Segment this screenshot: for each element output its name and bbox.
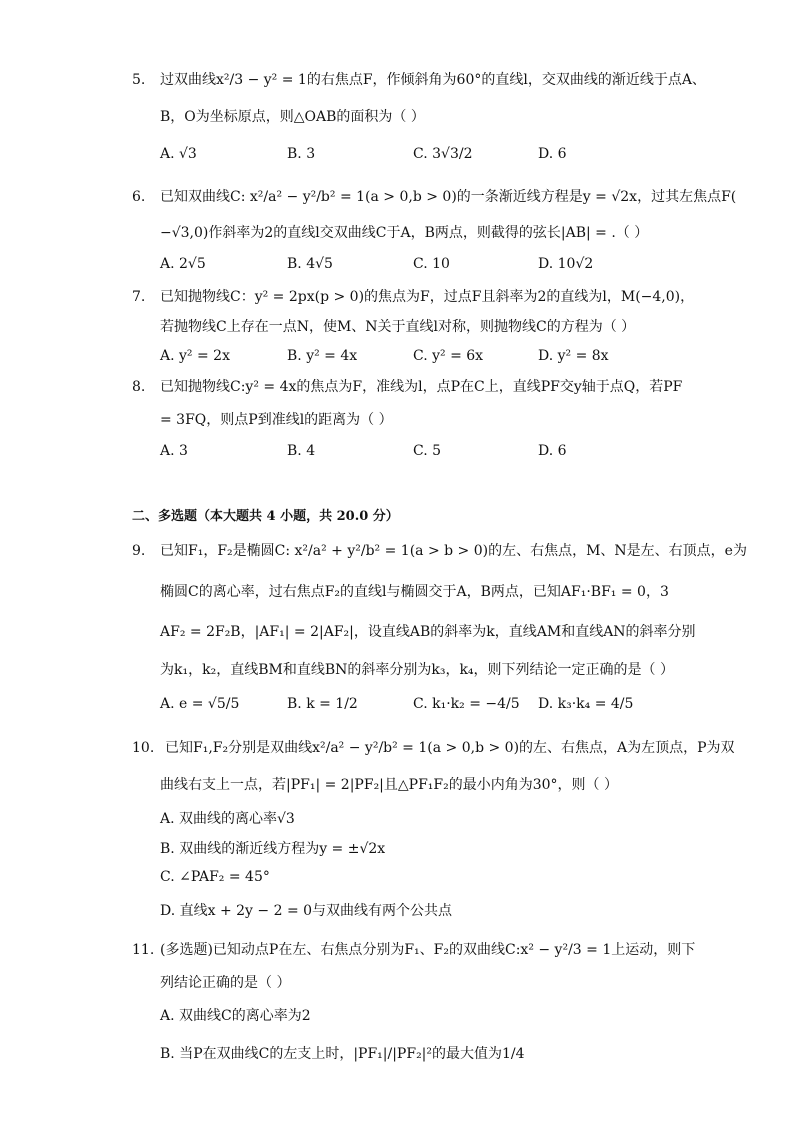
- question-7-option-c: C. y² = 6x: [413, 348, 484, 364]
- question-8-option-b: B. 4: [287, 443, 316, 459]
- question-11-option-a: A. 双曲线C的离心率为2: [160, 1008, 311, 1024]
- question-8-number: 8.: [132, 379, 146, 395]
- question-8-option-d: D. 6: [538, 443, 567, 459]
- question-7-line-2: 若抛物线C上存在一点N，使M、N关于直线l对称，则抛物线C的方程为（ ）: [160, 319, 636, 335]
- question-6-option-c: C. 10: [413, 256, 450, 272]
- question-5-line-1: 过双曲线x²/3 − y² = 1的右焦点F，作倾斜角为60°的直线l，交双曲线的渐近线于点A、: [160, 72, 706, 88]
- question-9-option-d: D. k₃·k₄ = 4/5: [538, 696, 634, 712]
- question-7-option-b: B. y² = 4x: [287, 348, 358, 364]
- question-9-number: 9.: [132, 543, 146, 559]
- question-11-line-1: (多选题)已知动点P在左、右焦点分别为F₁、F₂的双曲线C:x² − y²/3 = 1上运动，则下: [160, 942, 696, 958]
- question-9-option-a: A. e = √5/5: [160, 696, 240, 712]
- question-9-line-2: 椭圆C的离心率，过右焦点F₂的直线l与椭圆交于A，B两点，已知AF₁·BF₁ = 0，3: [160, 584, 669, 600]
- question-10-option-c: C. ∠PAF₂ = 45°: [160, 869, 270, 885]
- question-5-option-a: A. √3: [160, 146, 197, 162]
- question-5-option-d: D. 6: [538, 146, 567, 162]
- question-11-line-2: 列结论正确的是（ ）: [160, 975, 291, 991]
- question-5-option-c: C. 3√3/2: [413, 146, 473, 162]
- question-5-number: 5.: [132, 72, 146, 88]
- section-heading: 二、多选题（本大题共 4 小题，共 20.0 分）: [132, 509, 399, 524]
- question-7-option-a: A. y² = 2x: [160, 348, 230, 364]
- question-6-option-b: B. 4√5: [287, 256, 333, 272]
- question-8-line-1: 已知抛物线C:y² = 4x的焦点为F，准线为l，点P在C上，直线PF交y轴于点Q，若PF: [160, 379, 683, 395]
- question-6-option-d: D. 10√2: [538, 256, 594, 272]
- question-6-line-1: 已知双曲线C: x²/a² − y²/b² = 1(a > 0,b > 0)的一条渐近线方程是y = √2x，过其左焦点F(: [160, 189, 737, 205]
- question-8-option-c: C. 5: [413, 443, 442, 459]
- question-7-number: 7.: [132, 289, 146, 305]
- question-11-number: 11.: [132, 942, 155, 958]
- question-6-number: 6.: [132, 189, 146, 205]
- question-6-option-a: A. 2√5: [160, 256, 206, 272]
- question-10-option-b: B. 双曲线的渐近线方程为y = ±√2x: [160, 841, 386, 857]
- question-8-option-a: A. 3: [160, 443, 188, 459]
- question-5-line-2: B，O为坐标原点，则△OAB的面积为（ ）: [160, 109, 425, 125]
- question-9-option-b: B. k = 1/2: [287, 696, 358, 712]
- question-9-line-1: 已知F₁，F₂是椭圆C: x²/a² + y²/b² = 1(a > b > 0)的左、右焦点，M、N是左、右顶点，e为: [160, 543, 747, 559]
- question-6-line-2: −√3,0)作斜率为2的直线l交双曲线C于A，B两点，则截得的弦长|AB| = .（ ）: [160, 225, 649, 241]
- question-7-option-d: D. y² = 8x: [538, 348, 609, 364]
- question-7-line-1: 已知抛物线C：y² = 2px(p > 0)的焦点为F，过点F且斜率为2的直线为l，M(−4,0)，: [160, 289, 695, 305]
- question-10-option-d: D. 直线x + 2y − 2 = 0与双曲线有两个公共点: [160, 903, 453, 919]
- question-10-option-a: A. 双曲线的离心率√3: [160, 811, 295, 827]
- question-11-option-b: B. 当P在双曲线C的左支上时，|PF₁|/|PF₂|²的最大值为1/4: [160, 1046, 525, 1062]
- question-5-option-b: B. 3: [287, 146, 316, 162]
- question-10-line-1: 已知F₁,F₂分别是双曲线x²/a² − y²/b² = 1(a > 0,b > 0)的左、右焦点，A为左顶点，P为双: [165, 740, 735, 756]
- question-8-line-2: = 3FQ，则点P到准线l的距离为（ ）: [160, 412, 393, 428]
- question-9-option-c: C. k₁·k₂ = −4/5: [413, 696, 520, 712]
- question-10-number: 10.: [132, 740, 155, 756]
- question-9-line-4: 为k₁，k₂，直线BM和直线BN的斜率分别为k₃，k₄，则下列结论一定正确的是（ ）: [160, 662, 674, 678]
- question-10-line-2: 曲线右支上一点，若|PF₁| = 2|PF₂|且△PF₁F₂的最小内角为30°，则（ ）: [160, 777, 618, 793]
- question-9-line-3: AF₂ = 2F₂B，|AF₁| = 2|AF₂|，设直线AB的斜率为k，直线AM和直线AN的斜率分别: [160, 624, 696, 640]
